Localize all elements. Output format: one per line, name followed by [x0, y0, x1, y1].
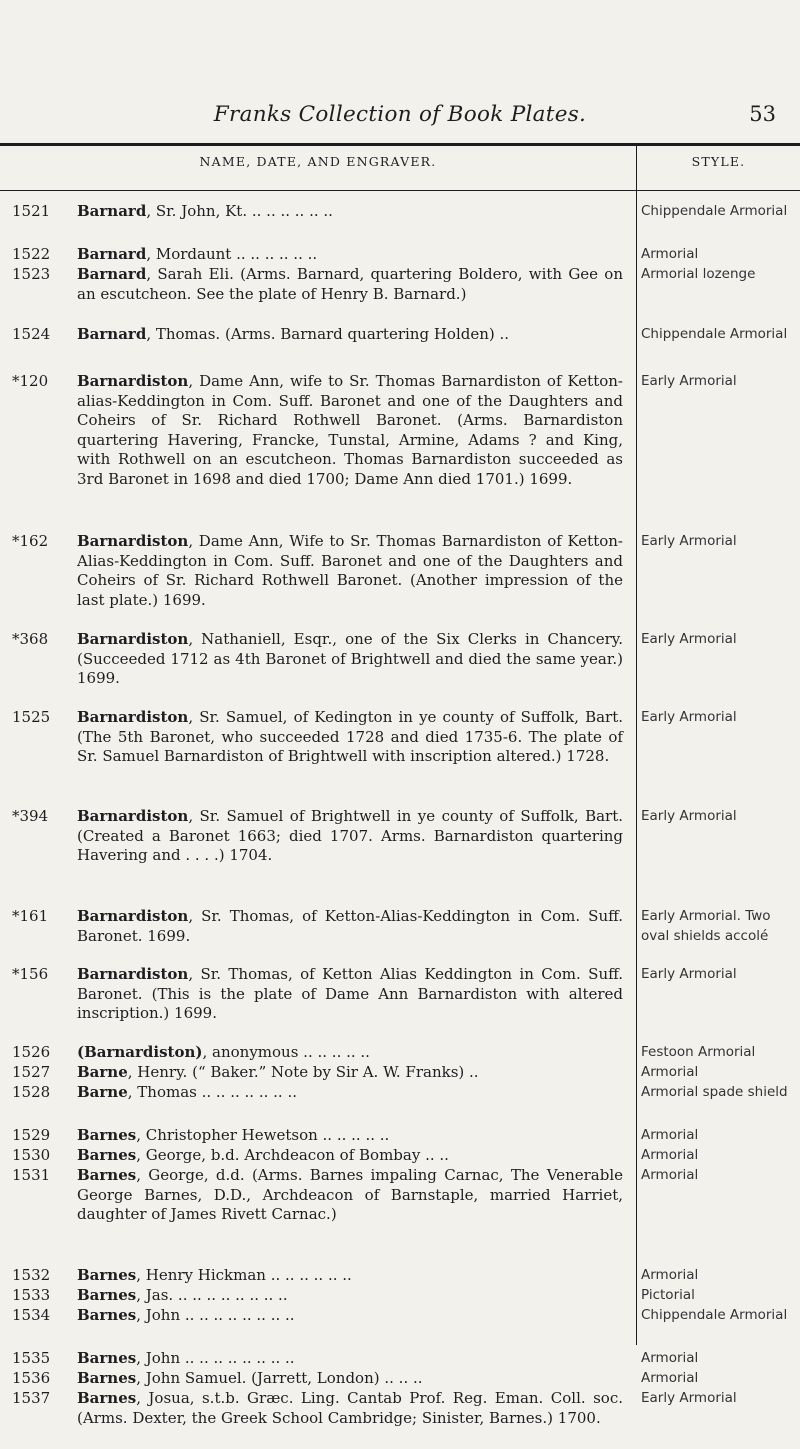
entry-surname: Barnes — [77, 1286, 137, 1304]
entry-surname: Barnes — [77, 1126, 137, 1144]
entry-surname: Barnard — [77, 202, 147, 220]
entry-surname: Barnard — [77, 325, 147, 343]
entry-text: Barnes, Christopher Hewetson .. .. .. .. .. — [77, 1126, 390, 1144]
entry-style: Early Armorial — [641, 533, 737, 549]
entry-style: Armorial — [641, 1167, 699, 1183]
entry-number: 1524 — [12, 325, 51, 343]
entry-surname: Barnes — [77, 1369, 137, 1387]
entry-text: Barnardiston, Sr. Thomas, of Ketton Alias Keddington in Com. Suff. Baronet. (This is the plate of Dame Ann Barnardiston with altered inscription.) 1699. — [77, 965, 623, 1022]
list-item — [0, 1063, 800, 1083]
entry-text: Barnardiston, Nathaniell, Esqr., one of the Six Clerks in Chancery. (Succeeded 1712 as 4th Baronet of Brightwell and died the same year.) 1699. — [77, 630, 623, 687]
entry-number: 1523 — [12, 265, 51, 283]
entry-surname: Barnard — [77, 265, 147, 283]
page-title: Franks Collection of Book Plates. — [213, 102, 587, 127]
entry-surname: Barne — [77, 1083, 128, 1101]
entry-number: *162 — [12, 532, 49, 550]
entry-style: Festoon Armorial — [641, 1044, 756, 1060]
entry-style: Armorial — [641, 246, 699, 262]
entry-number: 1533 — [12, 1286, 51, 1304]
entry-style: Armorial — [641, 1350, 699, 1366]
entry-number: 1537 — [12, 1389, 51, 1407]
entry-style: Armorial — [641, 1147, 699, 1163]
list-item — [0, 245, 800, 265]
list-item — [0, 1146, 800, 1166]
entry-style: Armorial — [641, 1370, 699, 1386]
entry-number: 1529 — [12, 1126, 51, 1144]
entry-style: Early Armorial — [641, 966, 737, 982]
entry-text: Barnes, Henry Hickman .. .. .. .. .. .. — [77, 1266, 352, 1284]
entry-style: Armorial spade shield — [641, 1084, 788, 1100]
entry-style: Early Armorial — [641, 808, 737, 824]
entry-number: 1532 — [12, 1266, 51, 1284]
entry-number: *368 — [12, 630, 49, 648]
entry-style: Early Armorial — [641, 709, 737, 725]
entry-surname: Barnes — [77, 1266, 137, 1284]
entry-number: 1528 — [12, 1083, 51, 1101]
entry-surname: Barnes — [77, 1146, 137, 1164]
list-item — [0, 372, 800, 532]
entry-text: Barnard, Thomas. (Arms. Barnard quartering Holden) .. — [77, 325, 510, 343]
entry-number: 1531 — [12, 1166, 51, 1184]
entry-number: 1521 — [12, 202, 51, 220]
entry-text: Barnes, George, b.d. Archdeacon of Bombay .. .. — [77, 1146, 449, 1164]
entry-number: 1535 — [12, 1349, 51, 1367]
entry-number: 1530 — [12, 1146, 51, 1164]
entry-surname: Barnard — [77, 245, 147, 263]
list-item — [0, 807, 800, 907]
entry-number: *156 — [12, 965, 49, 983]
entry-number: 1525 — [12, 708, 51, 726]
page-number: 53 — [749, 102, 776, 126]
entry-number: *120 — [12, 372, 49, 390]
entry-text: Barne, Thomas .. .. .. .. .. .. .. — [77, 1083, 297, 1101]
entry-style: Chippendale Armorial — [641, 1307, 788, 1323]
list-item — [0, 325, 800, 372]
entry-surname: Barnardiston — [77, 532, 189, 550]
entry-text: Barnes, John .. .. .. .. .. .. .. .. — [77, 1349, 295, 1367]
entry-number: *161 — [12, 907, 49, 925]
entry-surname: Barnardiston — [77, 807, 189, 825]
list-item — [0, 708, 800, 807]
entry-surname: Barnardiston — [77, 907, 189, 925]
entry-surname: Barnardiston — [77, 630, 189, 648]
list-item — [0, 1286, 800, 1306]
entry-number: 1527 — [12, 1063, 51, 1081]
entry-number: 1534 — [12, 1306, 51, 1324]
entry-text: Barnes, John Samuel. (Jarrett, London) .. .. .. — [77, 1369, 423, 1387]
list-item — [0, 1369, 800, 1389]
entry-surname: Barnes — [77, 1166, 137, 1184]
list-item — [0, 1126, 800, 1146]
entry-style: Chippendale Armorial — [641, 326, 788, 342]
list-item — [0, 1166, 800, 1266]
entry-style: Armorial lozenge — [641, 266, 756, 282]
entry-text: Barnardiston, Sr. Samuel, of Kedington in ye county of Suffolk, Bart. (The 5th Baronet, who succeeded 1728 and died 1735-6. The plate of Sr. Samuel Barnardiston of Brightwell with inscription altered.) 1728. — [77, 708, 623, 765]
entry-text: Barnardiston, Sr. Samuel of Brightwell in ye county of Suffolk, Bart. (Created a Baronet 1663; died 1707. Arms. Barnardiston quartering Havering and . . . .) 1704. — [77, 807, 623, 864]
list-item — [0, 965, 800, 1043]
entry-text: Barnes, John .. .. .. .. .. .. .. .. — [77, 1306, 295, 1324]
list-item — [0, 1306, 800, 1349]
entry-text: Barnardiston, Sr. Thomas, of Ketton-Alias-Keddington in Com. Suff. Baronet. 1699. — [77, 907, 623, 945]
entry-text: Barnes, Jas. .. .. .. .. .. .. .. .. — [77, 1286, 288, 1304]
entry-number: 1526 — [12, 1043, 51, 1061]
entry-text: Barnes, Josua, s.t.b. Græc. Ling. Cantab Prof. Reg. Eman. Coll. soc. (Arms. Dexter, the Greek School Cambridge; Sinister, Barnes.) 1700. — [77, 1389, 623, 1427]
entry-surname: Barnes — [77, 1306, 137, 1324]
entry-number: 1522 — [12, 245, 51, 263]
entry-style: Early Armorial — [641, 1390, 737, 1406]
entry-surname: Barnardiston — [77, 965, 189, 983]
list-item — [0, 1043, 800, 1063]
entry-surname: Barne — [77, 1063, 128, 1081]
entry-text: Barnard, Mordaunt .. .. .. .. .. .. — [77, 245, 318, 263]
entry-number: *394 — [12, 807, 49, 825]
entry-text: Barnard, Sarah Eli. (Arms. Barnard, quartering Boldero, with Gee on an escutcheon. See the plate of Henry B. Barnard.) — [77, 265, 623, 303]
entry-text: Barnard, Sr. John, Kt. .. .. .. .. .. .. — [77, 202, 333, 220]
list-item — [0, 265, 800, 325]
header-underline — [0, 190, 800, 191]
entry-surname: Barnardiston — [77, 708, 189, 726]
list-item — [0, 630, 800, 708]
entry-style: Chippendale Armorial — [641, 203, 788, 219]
entry-style: Armorial — [641, 1064, 699, 1080]
list-item — [0, 1349, 800, 1369]
list-item — [0, 1266, 800, 1286]
list-item — [0, 532, 800, 630]
entry-surname: Barnes — [77, 1349, 137, 1367]
column-header-name: NAME, DATE, AND ENGRAVER. — [199, 154, 437, 169]
entry-text: Barnes, George, d.d. (Arms. Barnes impaling Carnac, The Venerable George Barnes, D.D., Archdeacon of Barnstaple, married Harriet, daughter of James Rivett Carnac.) — [77, 1166, 623, 1223]
header-rule — [0, 143, 800, 146]
list-item — [0, 907, 800, 965]
entry-surname: (Barnardiston) — [77, 1043, 203, 1061]
entry-style: Early Armorial. Two oval shields accolé — [641, 908, 771, 944]
entry-style: Early Armorial — [641, 373, 737, 389]
entry-surname: Barnes — [77, 1389, 137, 1407]
list-item — [0, 1389, 800, 1449]
entry-number: 1536 — [12, 1369, 51, 1387]
list-item — [0, 1083, 800, 1126]
entry-text: Barnardiston, Dame Ann, Wife to Sr. Thomas Barnardiston of Ketton-Alias-Keddington in Com. Suff. Baronet and one of the Daughters and Coheirs of Sr. Richard Rothwell Baronet. (Another impression of the last plate.) 1699. — [77, 532, 623, 609]
entries-list — [0, 202, 800, 1449]
entry-text: Barnardiston, Dame Ann, wife to Sr. Thomas Barnardiston of Ketton-alias-Keddington in Com. Suff. Baronet and one of the Daughters and Coheirs of Sr. Richard Rothwell Baronet. (Arms. Barnardiston quartering Havering, Francke, Tunstal, Armine, Adams ? and King, with Rothwell on an escutcheon. Thomas Barnardiston succeeded as 3rd Baronet in 1698 and died 1700; Dame Ann died 1701.) 1699. — [77, 372, 623, 488]
entry-surname: Barnardiston — [77, 372, 189, 390]
column-header-style: STYLE. — [691, 154, 746, 169]
entry-text: (Barnardiston), anonymous .. .. .. .. .. — [77, 1043, 370, 1061]
entry-style: Pictorial — [641, 1287, 695, 1303]
entry-style: Early Armorial — [641, 631, 737, 647]
entry-style: Armorial — [641, 1127, 699, 1143]
list-item — [0, 202, 800, 245]
entry-text: Barne, Henry. (“ Baker.” Note by Sir A. W. Franks) .. — [77, 1063, 479, 1081]
entry-style: Armorial — [641, 1267, 699, 1283]
